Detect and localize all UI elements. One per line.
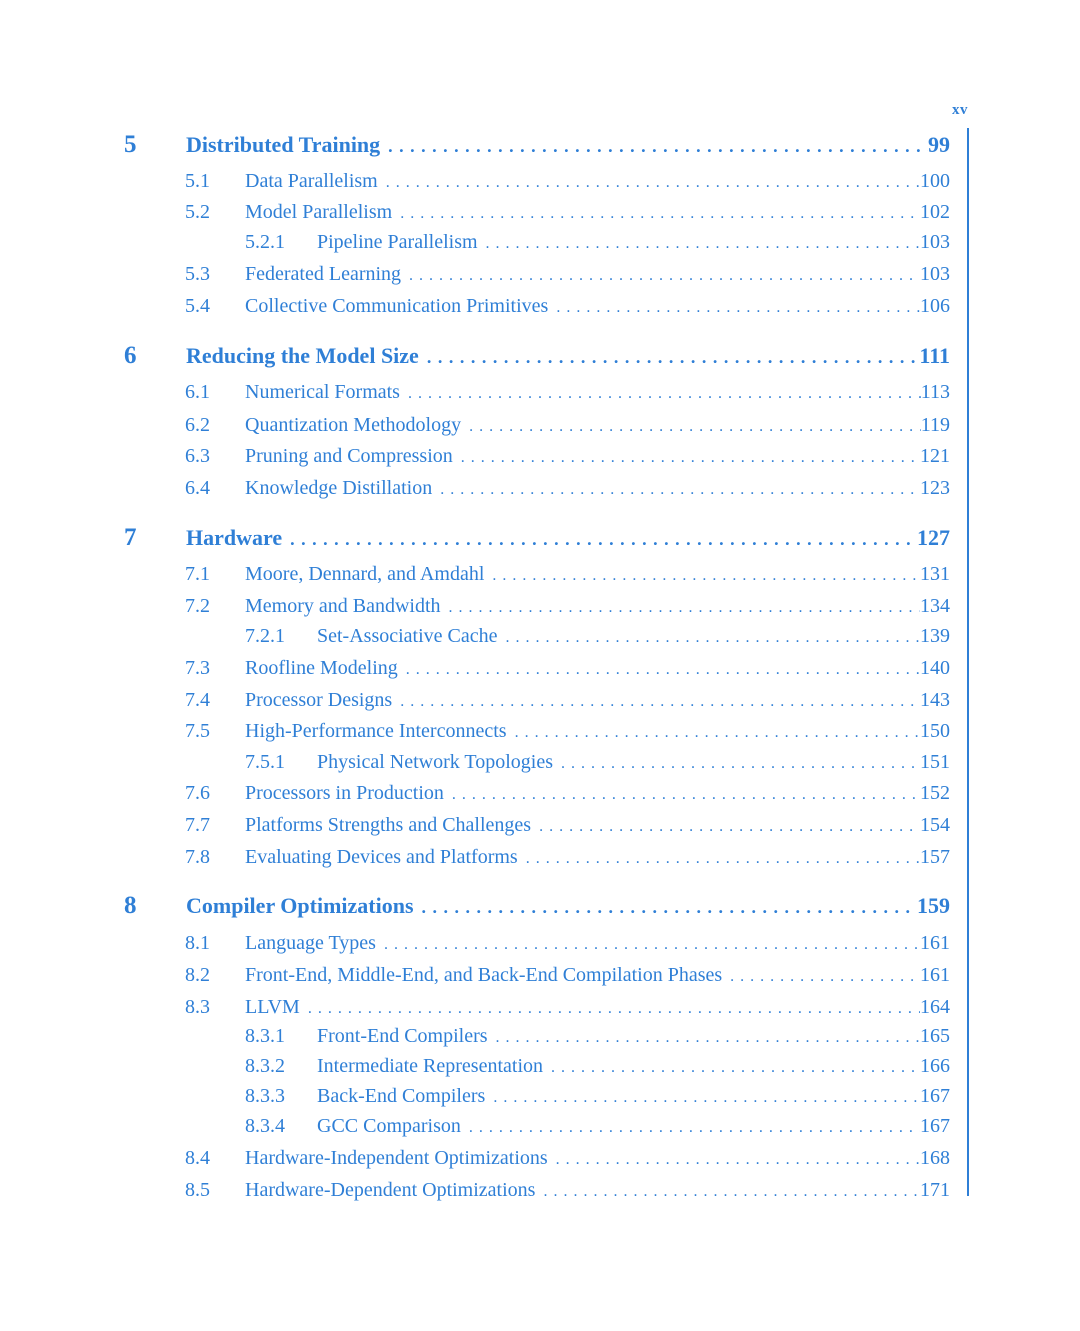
dot-leader [543, 1059, 920, 1077]
dot-leader [531, 818, 920, 836]
dot-leader [432, 481, 920, 499]
section-title: Platforms Strengths and Challenges [245, 814, 532, 836]
dot-leader [488, 1029, 920, 1047]
dot-leader [461, 1119, 920, 1137]
toc-subsection-entry[interactable] [245, 1025, 950, 1048]
chapter-number: 7 [124, 524, 137, 551]
subsection-title: Intermediate Representation [317, 1055, 544, 1077]
subsection-number: 7.2.1 [245, 625, 285, 647]
chapter-page-number: 111 [919, 343, 950, 368]
section-title: Data Parallelism [245, 170, 378, 192]
toc-subsection-entry[interactable] [245, 625, 950, 648]
section-number: 7.1 [185, 563, 210, 585]
section-page-number: 106 [920, 295, 950, 317]
section-title: Federated Learning [245, 263, 402, 285]
subsection-title: GCC Comparison [317, 1115, 461, 1137]
dot-leader [376, 936, 920, 954]
section-number: 5.1 [185, 170, 210, 192]
subsection-page-number: 165 [920, 1025, 950, 1047]
toc-section-entry[interactable] [185, 295, 950, 318]
chapter-page-number: 159 [917, 893, 950, 918]
section-title: Processors in Production [245, 782, 444, 804]
section-number: 8.3 [185, 996, 210, 1018]
toc-subsection-entry[interactable] [245, 751, 950, 774]
dot-leader [518, 850, 920, 868]
chapter-title: Compiler Optimizations [186, 893, 414, 918]
section-title: Evaluating Devices and Platforms [245, 846, 518, 868]
section-number: 8.5 [185, 1179, 210, 1201]
toc-section-entry[interactable] [185, 563, 950, 586]
section-number: 8.4 [185, 1147, 210, 1169]
dot-leader [553, 755, 920, 773]
toc-section-entry[interactable] [185, 964, 950, 987]
dot-leader [453, 449, 920, 467]
section-number: 8.1 [185, 932, 210, 954]
chapter-number: 8 [124, 892, 137, 919]
section-page-number: 121 [920, 445, 950, 467]
section-number: 8.2 [185, 964, 210, 986]
section-page-number: 152 [920, 782, 950, 804]
section-title: Memory and Bandwidth [245, 595, 441, 617]
section-number: 7.2 [185, 595, 210, 617]
section-page-number: 103 [920, 263, 950, 285]
subsection-number: 7.5.1 [245, 751, 285, 773]
section-number: 6.3 [185, 445, 210, 467]
section-number: 5.4 [185, 295, 210, 317]
section-page-number: 134 [920, 595, 950, 617]
toc-chapter-entry[interactable] [124, 342, 950, 369]
subsection-page-number: 167 [920, 1085, 950, 1107]
toc-section-entry[interactable] [185, 201, 950, 224]
section-number: 7.7 [185, 814, 210, 836]
section-title: Knowledge Distillation [245, 477, 433, 499]
dot-leader [282, 529, 917, 550]
toc-subsection-entry[interactable] [245, 1055, 950, 1078]
chapter-title: Distributed Training [186, 132, 381, 157]
section-title: Hardware-Independent Optimizations [245, 1147, 548, 1169]
section-number: 7.3 [185, 657, 210, 679]
toc-subsection-entry[interactable] [245, 231, 950, 254]
toc-section-entry[interactable] [185, 381, 950, 404]
dot-leader [485, 1089, 920, 1107]
dot-leader [398, 661, 920, 679]
section-title: Processor Designs [245, 689, 393, 711]
section-page-number: 123 [920, 477, 950, 499]
section-page-number: 168 [920, 1147, 950, 1169]
page-number: xv [952, 102, 968, 118]
toc-chapter-entry[interactable] [124, 892, 950, 919]
toc-section-entry[interactable] [185, 445, 950, 468]
toc-section-entry[interactable] [185, 689, 950, 712]
section-page-number: 161 [920, 932, 950, 954]
dot-leader [484, 567, 920, 585]
section-page-number: 100 [920, 170, 950, 192]
chapter-number: 6 [124, 342, 137, 369]
section-page-number: 157 [920, 846, 950, 868]
section-page-number: 119 [920, 414, 950, 436]
dot-leader [548, 1151, 920, 1169]
toc-section-entry[interactable] [185, 720, 950, 743]
subsection-page-number: 167 [920, 1115, 950, 1137]
section-number: 6.1 [185, 381, 210, 403]
dot-leader [380, 136, 928, 157]
chapter-number: 5 [124, 131, 137, 158]
toc-section-entry[interactable] [185, 263, 950, 286]
subsection-page-number: 151 [920, 751, 950, 773]
section-page-number: 140 [920, 657, 950, 679]
section-number: 7.4 [185, 689, 210, 711]
chapter-title: Hardware [186, 525, 283, 550]
section-page-number: 131 [920, 563, 950, 585]
toc-section-entry[interactable] [185, 814, 950, 837]
toc-section-entry[interactable] [185, 657, 950, 680]
dot-leader [401, 267, 920, 285]
toc-section-entry[interactable] [185, 996, 950, 1019]
section-page-number: 143 [920, 689, 950, 711]
subsection-number: 8.3.3 [245, 1085, 285, 1107]
section-number: 5.2 [185, 201, 210, 223]
subsection-number: 8.3.2 [245, 1055, 285, 1077]
subsection-title: Set-Associative Cache [317, 625, 498, 647]
dot-leader [478, 235, 920, 253]
dot-leader [419, 347, 920, 368]
section-title: Language Types [245, 932, 376, 954]
dot-leader [441, 599, 920, 617]
subsection-title: Front-End Compilers [317, 1025, 488, 1047]
subsection-title: Back-End Compilers [317, 1085, 486, 1107]
section-title: Model Parallelism [245, 201, 393, 223]
toc-chapter-entry[interactable] [124, 131, 950, 158]
dot-leader [461, 418, 921, 436]
toc-section-entry[interactable] [185, 170, 950, 193]
subsection-page-number: 103 [920, 231, 950, 253]
chapter-page-number: 99 [928, 132, 950, 157]
dot-leader [507, 724, 920, 742]
subsection-number: 8.3.4 [245, 1115, 285, 1137]
subsection-title: Physical Network Topologies [317, 751, 553, 773]
toc-section-entry[interactable] [185, 1147, 950, 1170]
section-page-number: 113 [920, 381, 950, 403]
dot-leader [498, 629, 921, 647]
section-number: 6.2 [185, 414, 210, 436]
dot-leader [378, 174, 920, 192]
section-number: 7.6 [185, 782, 210, 804]
toc-section-entry[interactable] [185, 414, 950, 437]
toc-subsection-entry[interactable] [245, 1115, 950, 1138]
dot-leader [300, 1000, 920, 1018]
section-page-number: 164 [920, 996, 950, 1018]
dot-leader [400, 385, 921, 403]
subsection-page-number: 139 [920, 625, 950, 647]
subsection-number: 5.2.1 [245, 231, 285, 253]
toc-section-entry[interactable] [185, 1179, 950, 1202]
toc-section-entry[interactable] [185, 846, 950, 869]
subsection-number: 8.3.1 [245, 1025, 285, 1047]
section-page-number: 161 [920, 964, 950, 986]
section-title: Collective Communication Primitives [245, 295, 549, 317]
toc-section-entry[interactable] [185, 477, 950, 500]
dot-leader [392, 693, 920, 711]
section-title: High-Performance Interconnects [245, 720, 507, 742]
toc-section-entry[interactable] [185, 932, 950, 955]
section-number: 7.5 [185, 720, 210, 742]
section-number: 5.3 [185, 263, 210, 285]
section-page-number: 102 [920, 201, 950, 223]
chapter-title: Reducing the Model Size [186, 343, 419, 368]
section-title: Pruning and Compression [245, 445, 453, 467]
dot-leader [392, 205, 920, 223]
section-title: Roofline Modeling [245, 657, 398, 679]
dot-leader [548, 299, 920, 317]
dot-leader [535, 1183, 920, 1201]
subsection-title: Pipeline Parallelism [317, 231, 478, 253]
dot-leader [722, 968, 920, 986]
toc-subsection-entry[interactable] [245, 1085, 950, 1108]
section-title: Quantization Methodology [245, 414, 462, 436]
toc-section-entry[interactable] [185, 782, 950, 805]
section-number: 6.4 [185, 477, 210, 499]
section-title: Moore, Dennard, and Amdahl [245, 563, 485, 585]
section-page-number: 154 [920, 814, 950, 836]
dot-leader [414, 897, 917, 918]
section-title: Numerical Formats [245, 381, 400, 403]
section-title: Hardware-Dependent Optimizations [245, 1179, 536, 1201]
section-page-number: 150 [920, 720, 950, 742]
chapter-page-number: 127 [917, 525, 950, 550]
section-title: Front-End, Middle-End, and Back-End Compilation Phases [245, 964, 723, 986]
section-page-number: 171 [920, 1179, 950, 1201]
section-number: 7.8 [185, 846, 210, 868]
section-title: LLVM [245, 996, 300, 1018]
subsection-page-number: 166 [920, 1055, 950, 1077]
dot-leader [444, 786, 920, 804]
toc-chapter-entry[interactable] [124, 524, 950, 551]
toc-section-entry[interactable] [185, 595, 950, 618]
